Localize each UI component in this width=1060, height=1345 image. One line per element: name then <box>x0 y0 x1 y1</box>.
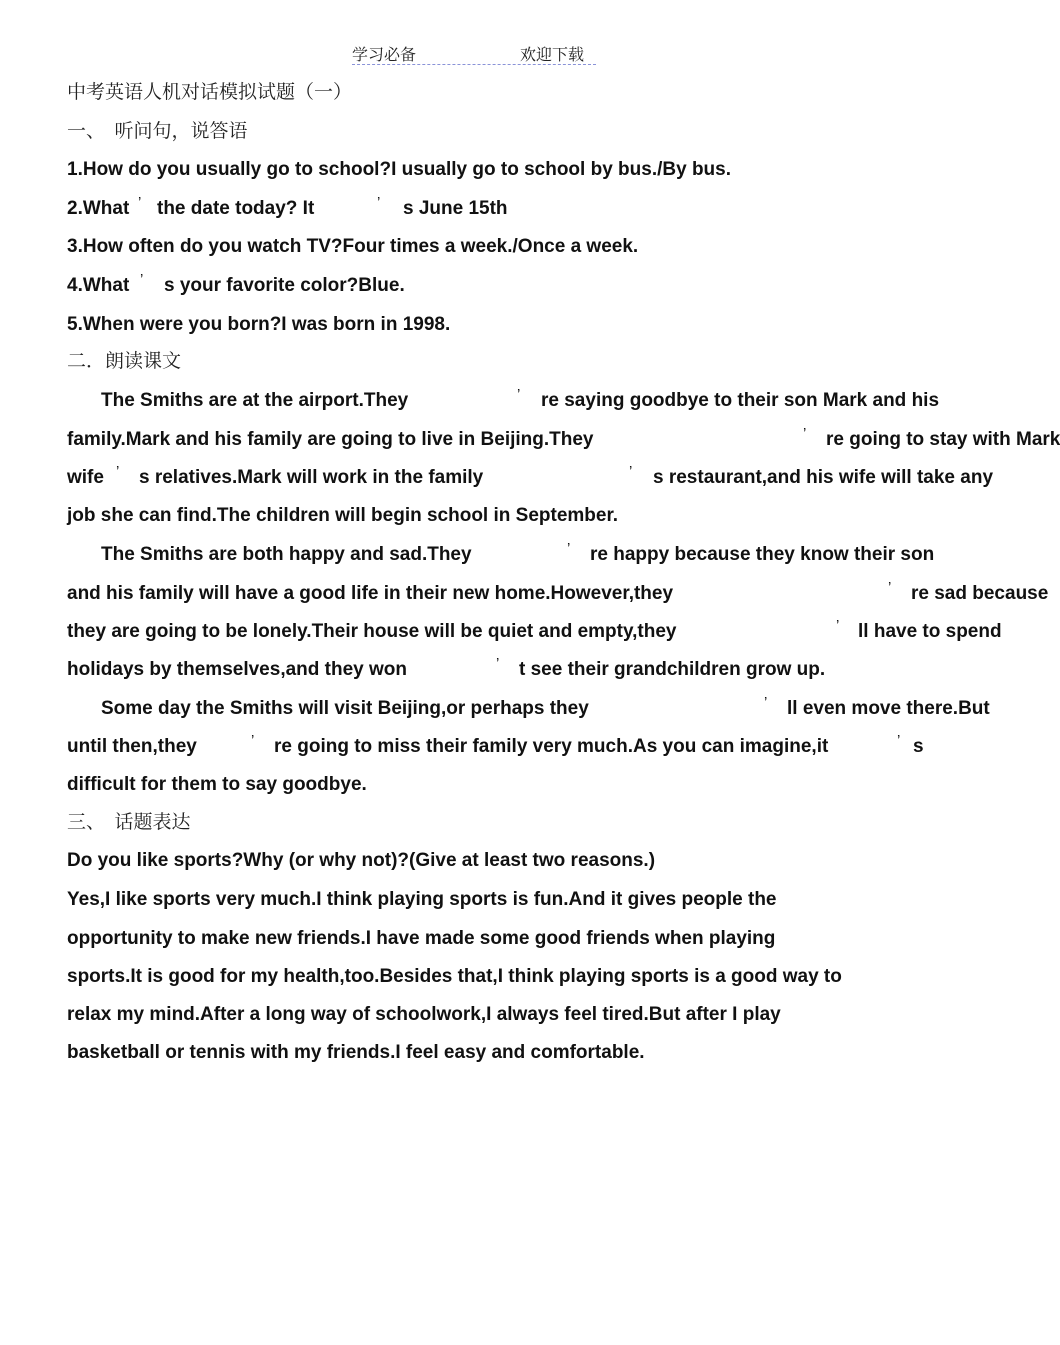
answer-line: basketball or tennis with my friends.I feel easy and comfortable. <box>67 1042 645 1063</box>
topic-question: Do you like sports?Why (or why not)?(Give at least two reasons.) <box>67 850 656 871</box>
answer-line: sports.It is good for my health,too.Besides that,I think playing sports is a good way to <box>67 966 842 987</box>
header-right-text: 欢迎下载 <box>520 45 585 64</box>
page-header <box>352 42 596 65</box>
header-left-text: 学习必备 <box>352 45 417 64</box>
answer-line: relax my mind.After a long way of schoolwork,I always feel tired.But after I play <box>67 1004 781 1025</box>
passage-line: difficult for them to say goodbye. <box>67 774 367 795</box>
section1-heading: 一、 听问句，说答语 <box>67 120 248 142</box>
document-title: 中考英语人机对话模拟试题（一） <box>67 81 353 103</box>
section3-heading: 三、 话题表达 <box>67 811 191 833</box>
question-item: 3.How often do you watch TV?Four times a week./Once a week. <box>67 236 639 257</box>
answer-line: opportunity to make new friends.I have made some good friends when playing <box>67 928 776 949</box>
section2-heading: 二．朗读课文 <box>67 350 182 372</box>
answer-line: Yes,I like sports very much.I think playing sports is fun.And it gives people the <box>67 889 777 910</box>
document-page: 学习必备 欢迎下载 中考英语人机对话模拟试题（一） 一、 听问句，说答语 1.How do you usually go to school?I usually go to school by bus./By bus. 2.What ’ the date today? It ’ s June 15th 3.How often do you watch TV?Four times a week./Once a week. 4.What ’ s your favorite color?Blue. 5.When were you born?I was born in 1998. 二．朗读课文 The Smiths are at the airport.They ’ re saying goodbye to their son Mark and his family.Mark and his family are going to live in Beijing.They ’ re going to stay with Mark wife ’ s relatives.Mark will work in the family ’ s restaurant,and his wife will take any job she can find.The children will begin school in September. The Smiths are both happy and sad.They ’ re happy because they know their son and his family will have a good life in their new home.However,they ’ re sad because they are going to be lonely.Their house will be quiet and empty,they ’ ll have to spend holidays by themselves,and they won ’ t see their grandchildren grow up. Some day the Smiths will visit Beijing,or perhaps they ’ ll even move there.But until then,they ’ re going to miss their family very much.As you can imagine,it ’ s difficult for them to say goodbye. 三、 话题表达 Do you like sports?Why (or why not)?(Give at least two reasons.) Yes,I like sports very much.I think playing sports is fun.And it gives people the opportunity to make new friends.I have made some good friends when playing sports.It is good for my health,too.Besides that,I think playing sports is a good way to relax my mind.After a long way of schoolwork,I always feel tired.But after I play basketball or tennis with my friends.I feel easy and comfortable. <box>0 0 950 1345</box>
question-item: 1.How do you usually go to school?I usually go to school by bus./By bus. <box>67 159 731 180</box>
passage-line: job she can find.The children will begin school in September. <box>67 505 619 526</box>
question-item: 5.When were you born?I was born in 1998. <box>67 314 451 335</box>
